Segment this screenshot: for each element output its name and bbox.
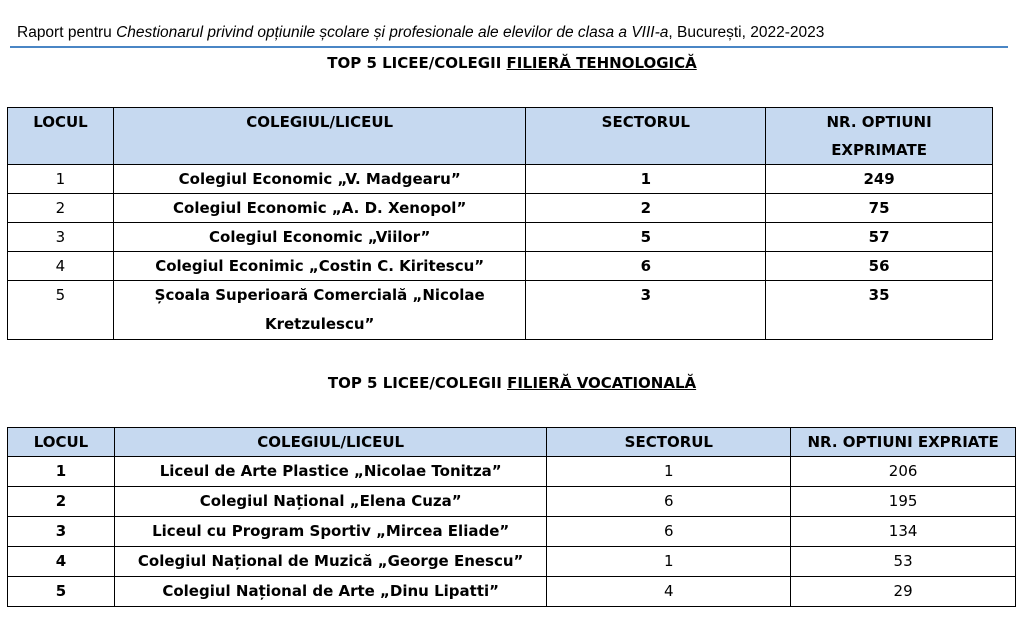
cell-locul: 3	[8, 223, 114, 252]
table-row	[8, 165, 993, 194]
cell-locul: 5	[8, 281, 114, 340]
cell-locul: 3	[8, 517, 115, 547]
cell-count: 56	[766, 252, 993, 281]
col-header-nr-optiuni-line2: EXPRIMATE	[831, 141, 927, 159]
cell-name-line1: Școala Superioară Comercială „Nicolae	[154, 286, 485, 304]
cell-count: 134	[791, 517, 1016, 547]
cell-sector: 2	[526, 194, 766, 223]
section2-title-underlined: FILIERĂ VOCATIONALĂ	[507, 374, 697, 392]
cell-name: Liceul cu Program Sportiv „Mircea Eliade”	[114, 517, 547, 547]
table-header-row	[8, 428, 1016, 457]
table-row	[8, 487, 1016, 517]
cell-count: 206	[791, 457, 1016, 487]
cell-sector: 6	[526, 252, 766, 281]
cell-locul: 4	[8, 547, 115, 577]
table-row	[8, 517, 1016, 547]
col-header-sectorul: SECTORUL	[526, 108, 766, 165]
cell-count: 35	[766, 281, 993, 340]
table-row	[8, 223, 993, 252]
section-title-tehnologica	[0, 54, 1024, 72]
col-header-nr-optiuni: NR. OPTIUNI EXPRIATE	[791, 428, 1016, 457]
col-header-locul: LOCUL	[8, 108, 114, 165]
col-header-locul: LOCUL	[8, 428, 115, 457]
cell-count: 53	[791, 547, 1016, 577]
header-prefix: Raport pentru	[17, 24, 117, 41]
col-header-colegiul: COLEGIUL/LICEUL	[113, 108, 526, 165]
cell-count: 195	[791, 487, 1016, 517]
cell-name: Colegiul Național de Arte „Dinu Lipatti”	[114, 577, 547, 607]
cell-locul: 2	[8, 194, 114, 223]
cell-name: Colegiul Economic „A. D. Xenopol”	[113, 194, 526, 223]
header-title: Chestionarul privind opțiunile școlare și profesionale ale elevilor de clasa a VIII-a	[116, 24, 669, 41]
cell-sector: 6	[547, 517, 791, 547]
cell-sector: 4	[547, 577, 791, 607]
cell-name: Colegiul Național „Elena Cuza”	[114, 487, 547, 517]
cell-sector: 5	[526, 223, 766, 252]
cell-name: Colegiul Economic „V. Madgearu”	[113, 165, 526, 194]
section2-title-plain: TOP 5 LICEE/COLEGII	[327, 374, 508, 392]
cell-name: Liceul de Arte Plastice „Nicolae Tonitza”	[114, 457, 547, 487]
table-tehnologica	[7, 107, 993, 340]
table-row	[8, 577, 1016, 607]
cell-name: Colegiul Econimic „Costin C. Kiritescu”	[113, 252, 526, 281]
cell-name-line2: Kretzulescu”	[264, 315, 375, 333]
cell-locul: 1	[8, 457, 115, 487]
cell-locul: 4	[8, 252, 114, 281]
table-row	[8, 252, 993, 281]
cell-sector: 6	[547, 487, 791, 517]
section1-title-underlined: FILIERĂ TEHNOLOGICĂ	[506, 54, 697, 72]
col-header-sectorul: SECTORUL	[547, 428, 791, 457]
section1-title-plain: TOP 5 LICEE/COLEGII	[327, 54, 507, 72]
report-header	[17, 24, 824, 42]
table-header-row	[8, 108, 993, 165]
col-header-nr-optiuni	[766, 108, 993, 165]
section-title-vocationala	[0, 374, 1024, 392]
col-header-colegiul: COLEGIUL/LICEUL	[114, 428, 547, 457]
cell-sector: 1	[547, 547, 791, 577]
header-suffix: , București, 2022-2023	[668, 24, 825, 41]
cell-sector: 1	[547, 457, 791, 487]
cell-locul: 5	[8, 577, 115, 607]
table-row	[8, 194, 993, 223]
table-vocationala	[7, 427, 1016, 607]
cell-name: Colegiul Economic „Viilor”	[113, 223, 526, 252]
table-row	[8, 281, 993, 340]
cell-count: 57	[766, 223, 993, 252]
table-row	[8, 457, 1016, 487]
cell-locul: 1	[8, 165, 114, 194]
cell-sector: 3	[526, 281, 766, 340]
cell-count: 75	[766, 194, 993, 223]
cell-name: Colegiul Național de Muzică „George Enescu”	[114, 547, 547, 577]
cell-name	[113, 281, 526, 340]
col-header-nr-optiuni-line1: NR. OPTIUNI	[826, 113, 932, 131]
cell-sector: 1	[526, 165, 766, 194]
cell-count: 249	[766, 165, 993, 194]
cell-count: 29	[791, 577, 1016, 607]
header-divider	[10, 46, 1008, 48]
cell-locul: 2	[8, 487, 115, 517]
table-row	[8, 547, 1016, 577]
